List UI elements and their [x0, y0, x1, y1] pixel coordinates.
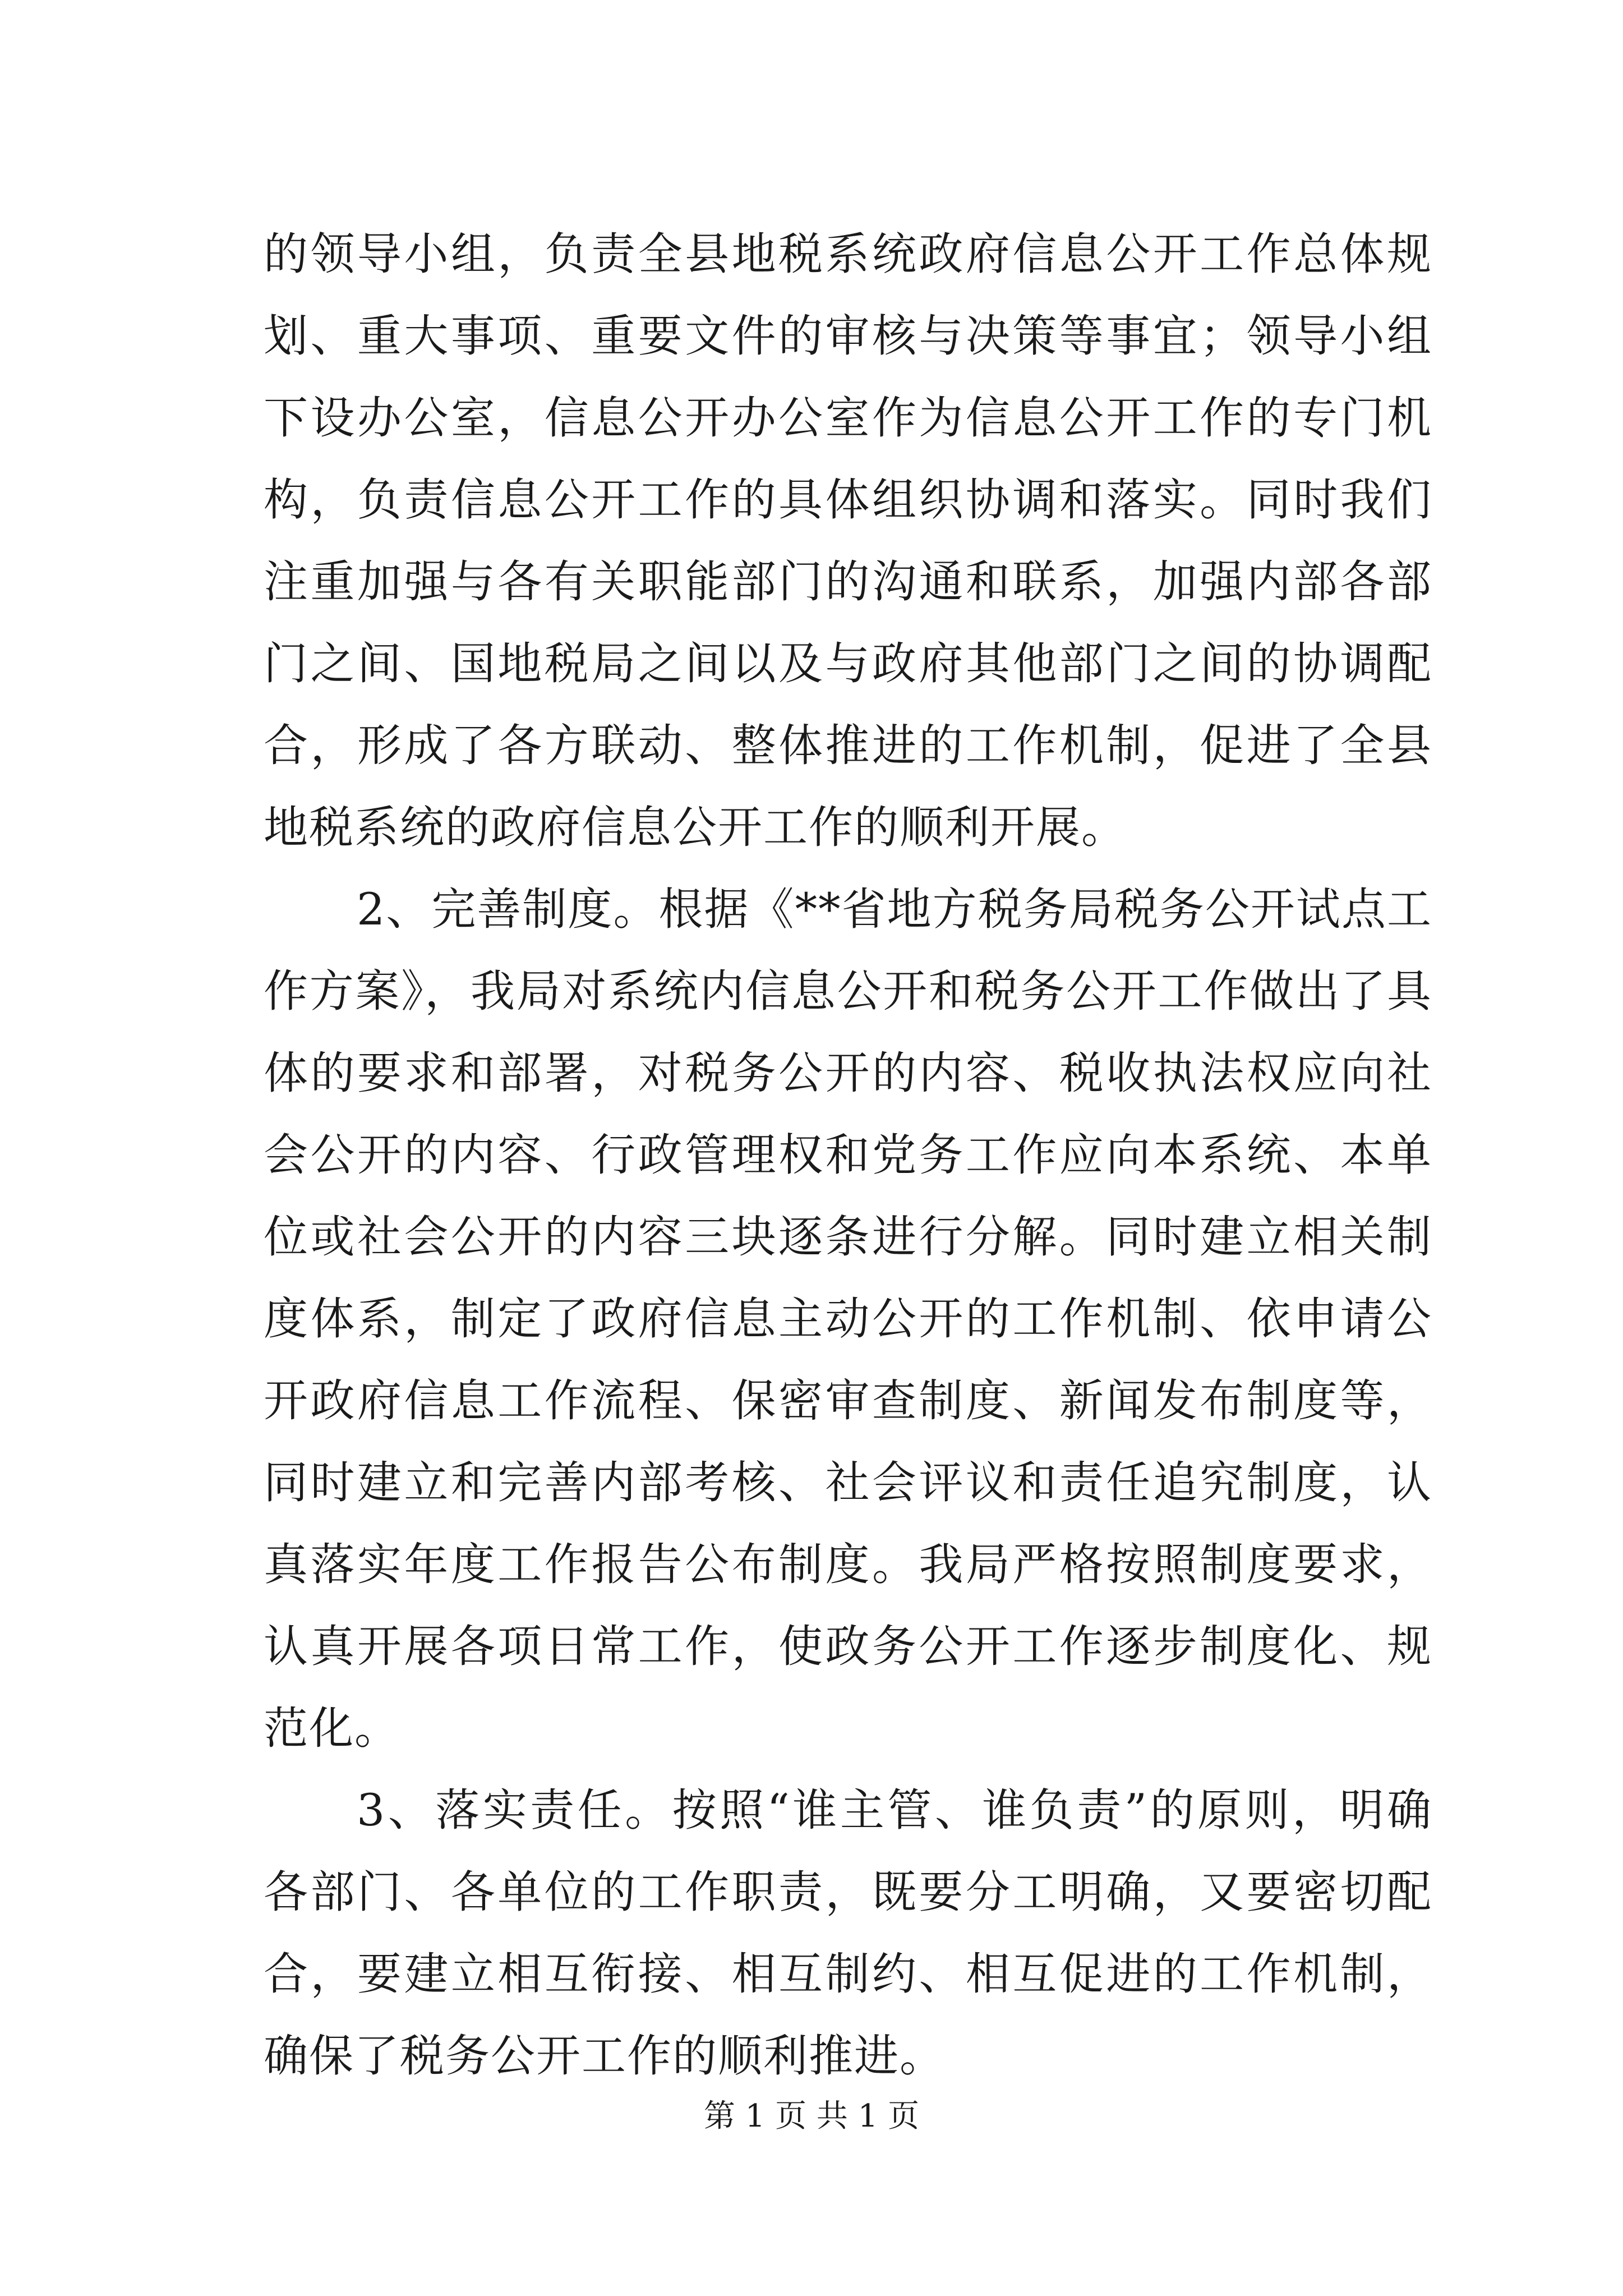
paragraph-2: 2、完善制度。根据《**省地方税务局税务公开试点工作方案》，我局对系统内信息公开和税务公开工作做出了具体的要求和部署，对税务公开的内容、税收执法权应向社会公开的内容、行政管理权和党务工作应向本系统、本单位或社会公开的内容三块逐条进行分解。同时建立相关制度体系，制定了政府信息主动公开的工作机制、依申请公开政府信息工作流程、保密审查制度、新闻发布制度等，同时建立和完善内部考核、社会评议和责任追究制度，认真落实年度工作报告公布制度。我局严格按照制度要求，认真开展各项日常工作，使政务公开工作逐步制度化、规范化。	[264, 884, 1432, 1754]
document-body	[264, 213, 1432, 2097]
paragraph-1: 的领导小组，负责全县地税系统政府信息公开工作总体规划、重大事项、重要文件的审核与决策等事宜；领导小组下设办公室，信息公开办公室作为信息公开工作的专门机构，负责信息公开工作的具体组织协调和落实。同时我们注重加强与各有关职能部门的沟通和联系，加强内部各部门之间、国地税局之间以及与政府其他部门之间的协调配合，形成了各方联动、整体推进的工作机制，促进了全县地税系统的政府信息公开工作的顺利开展。	[264, 228, 1432, 853]
page-footer: 第 1 页 共 1 页	[703, 2098, 920, 2134]
paragraph-3: 3、落实责任。按照“谁主管、谁负责”的原则，明确各部门、各单位的工作职责，既要分工明确，又要密切配合，要建立相互衔接、相互制约、相互促进的工作机制，确保了税务公开工作的顺利推进。	[264, 1784, 1432, 2082]
